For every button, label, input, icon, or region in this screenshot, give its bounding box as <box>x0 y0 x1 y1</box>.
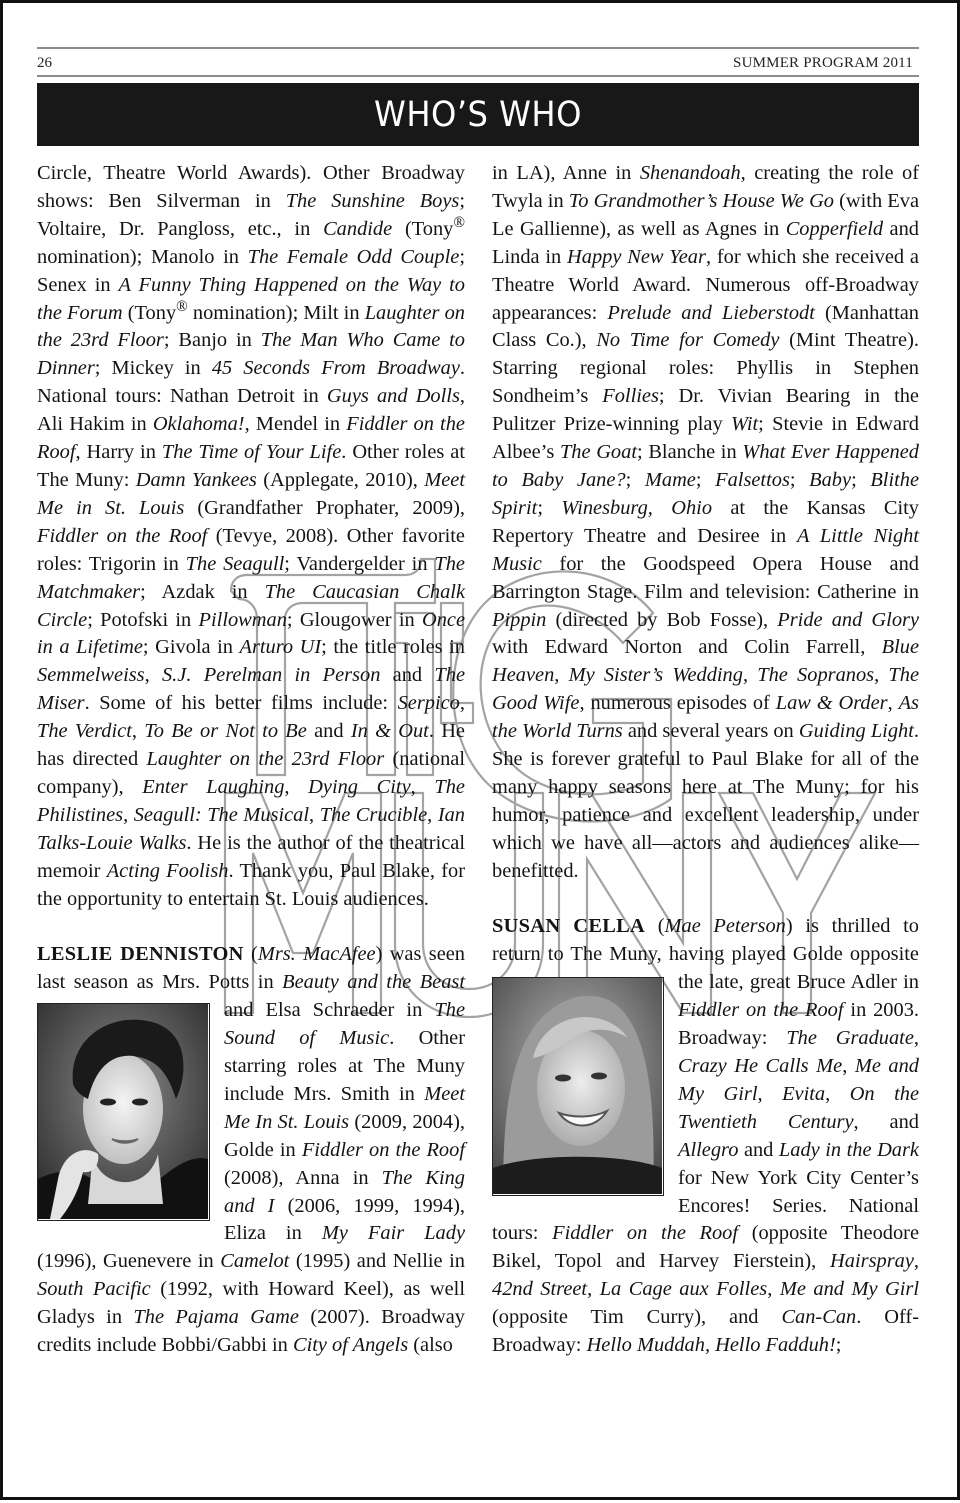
headshot-susan-cella <box>492 977 664 1196</box>
role-paren-open: ( <box>657 915 665 938</box>
italic-title: Serpico <box>397 692 460 715</box>
bio-intro-part1: was seen last season as Mrs. Potts in Beauty and the Beast <box>37 943 465 994</box>
italic-title: Arturo UI <box>239 636 322 659</box>
italic-title: The Female Odd Couple <box>247 245 460 268</box>
italic-title: The Time of Your Life <box>161 441 342 464</box>
italic-title: The Man Who Came to Dinner <box>37 329 465 380</box>
italic-title: My Fair Lady <box>321 1222 465 1245</box>
italic-title: Candide <box>323 217 393 240</box>
bio-intro-part2: and Elsa Schraeder in The Sound of Music. Other starring roles at The Muny include Mrs. Smith in Meet Me In St. Louis (2009, 2004), Golde in Fiddler on the Roof (2008), Anna in The King and I (2006, 1999, 1994), Eliza in My Fair Lady (1996), Guenevere in Camelot (1995) and Nellie in South Pacific (1992, with Howard Keel), as well Gladys in The Pajama Game (2007). Broadway credits include Bobbi/Gabbi in City of Angels (also <box>37 999 465 1357</box>
italic-title: The Graduate <box>786 1027 914 1050</box>
italic-title: 45 Seconds From Broadway <box>211 357 460 380</box>
italic-title: Mame <box>644 468 696 491</box>
headshot-leslie-denniston <box>37 1003 210 1221</box>
italic-title: The Philistines <box>37 775 465 826</box>
italic-title: Guiding Light <box>798 720 914 743</box>
bio-lead: is thrilled to return to The Muny, having played Golde <box>492 915 919 966</box>
italic-title: Pillowman <box>198 608 287 631</box>
portrait-photo-icon <box>38 1004 208 1219</box>
bio-continued-right: in LA), Anne in Shenandoah, creating the role of Twyla in To Grandmother’s House We Go (with Eva Le Gallienne), as well as Agnes in Copperfield and Linda in Happy New Year, for which she received a Theatre World Award. Numerous off-Broadway appearances: Prelude and Lieberstodt (Manhattan Class Co.), No Time for Comedy (Mint Theatre). Starring regional roles: Phyllis in Stephen Sondheim’s Follies; Dr. Vivian Bearing in the Pulitzer Prize-winning play Wit; Stevie in Edward Albee’s The Goat; Blanche in What Ever Happened to Baby Jane?; Mame; Falsettos; Baby; Blithe Spirit; Winesburg, Ohio at the Kansas City Repertory Theatre and Desiree in A Little Night Music for the Goodspeed Opera House and Barrington Stage. Film and television: Catherine in Pippin (directed by Bob Fosse), Pride and Glory with Edward Norton and Colin Farrell, Blue Heaven, My Sister’s Wedding, The Sopranos, The Good Wife, numerous episodes of Law & Order, As the World Turns and several years on Guiding Light. She is forever grateful to Paul Blake for all of the many happy seasons here at The Muny; for his humor, patience and excellent leadership, under which we have all—actors and audiences alike—benefitted. <box>492 162 920 882</box>
italic-title: Me and My Girl <box>779 1278 919 1301</box>
italic-title: Laughter on the 23rd Floor <box>37 301 465 352</box>
italic-title: Enter Laughing <box>142 775 285 798</box>
italic-title: S.J. Perelman in Person <box>161 664 381 687</box>
italic-title: Baby <box>809 468 852 491</box>
italic-title: The Goat <box>559 441 637 464</box>
role-paren-close: ) <box>785 915 793 938</box>
italic-title: Follies <box>602 385 659 408</box>
italic-title: In & Out <box>350 720 429 743</box>
section-title-bar <box>37 83 919 146</box>
italic-title: Falsettos <box>715 468 790 491</box>
italic-title: The Verdict <box>37 720 132 743</box>
italic-title: My Sister’s Wedding <box>568 664 743 687</box>
italic-title: Winesburg, Ohio <box>561 496 713 519</box>
italic-title: The Sunshine Boys <box>285 189 460 212</box>
italic-title: The Caucasian Chalk Circle <box>37 580 465 631</box>
italic-title: Ian Talks-Louie Walks <box>37 803 465 854</box>
italic-title: Camelot <box>220 1250 290 1273</box>
italic-title: A Little Night Music <box>492 524 919 575</box>
italic-title: Seagull: The Musical <box>133 803 310 826</box>
italic-title: Shenandoah <box>639 162 741 184</box>
italic-title: Dying City <box>308 775 411 798</box>
italic-title: Evita <box>782 1082 826 1105</box>
italic-title: Crazy He Calls Me <box>678 1054 843 1077</box>
italic-title: Fiddler on the Roof <box>37 524 208 547</box>
right-column <box>492 160 919 1360</box>
registered-mark: ® <box>453 214 465 232</box>
italic-title: Semmelweiss <box>37 664 145 687</box>
italic-title: The Matchmaker <box>37 552 465 603</box>
italic-title: Laughter on the 23rd Floor <box>146 748 385 771</box>
italic-title: Once in a Lifetime <box>37 608 465 659</box>
italic-title: Prelude and Lieberstodt <box>607 301 815 324</box>
italic-title: Blue Heaven <box>492 636 919 687</box>
bio-leslie-denniston <box>37 941 465 1360</box>
section-title: WHO’S WHO <box>374 94 582 135</box>
italic-title: No Time for Comedy <box>596 329 780 352</box>
italic-title: Oklahoma! <box>152 413 245 436</box>
italic-title: The Good Wife <box>492 664 920 715</box>
italic-title: Can-Can <box>781 1306 857 1329</box>
italic-title: Fiddler on the Roof <box>552 1222 739 1245</box>
italic-title: Guys and Dolls <box>326 385 460 408</box>
italic-title: La Cage aux Folles <box>599 1278 768 1301</box>
italic-title: Fiddler on the Roof <box>301 1138 465 1161</box>
italic-title: Acting Foolish <box>106 859 229 882</box>
role-paren-close: ) <box>375 943 383 966</box>
page-number: 26 <box>37 55 52 71</box>
italic-title: Hello Muddah, Hello Fadduh! <box>586 1334 836 1357</box>
italic-title: Blithe Spirit <box>492 468 920 519</box>
bio-role: Mrs. MacAfee <box>257 943 376 966</box>
italic-title: Meet Me In St. Louis <box>224 1082 465 1133</box>
bio-continued-left: Circle, Theatre World Awards). Other Broadway shows: Ben Silverman in The Sunshine Boys; Voltaire, Dr. Pangloss, etc., in Candide (Tony® nomination); Manolo in The Female Odd Couple; Senex in A Funny Thing Happened on the Way to the Forum (Tony® nomination); Milt in Laughter on the 23rd Floor; Banjo in The Man Who Came to Dinner; Mickey in 45 Seconds From Broadway. National tours: Nathan Detroit in Guys and Dolls, Ali Hakim in Oklahoma!, Mendel in Fiddler on the Roof, Harry in The Time of Your Life. Other roles at The Muny: Damn Yankees (Applegate, 2010), Meet Me in St. Louis (Grandfather Prophater, 2009), Fiddler on the Roof (Tevye, 2008). Other favorite roles: Trigorin in The Seagull; Vandergelder in The Matchmaker; Azdak in The Caucasian Chalk Circle; Potofski in Pillowman; Glougower in Once in a Lifetime; Givola in Arturo UI; the title roles in Semmelweiss, S.J. Perelman in Person and The Miser. Some of his better films include: Serpico, The Verdict, To Be or Not to Be and In & Out. He has directed Laughter on the 23rd Floor (national company), Enter Laughing, Dying City, The Philistines, Seagull: The Musical, The Crucible, Ian Talks-Louie Walks. He is the author of the theatrical memoir Acting Foolish. Thank you, Paul Blake, for the opportunity to entertain St. Louis audiences. <box>37 162 466 910</box>
italic-title: 42nd Street <box>492 1278 588 1301</box>
italic-title: Pippin <box>492 608 547 631</box>
italic-title: Fiddler on the Roof <box>37 413 465 464</box>
italic-title: What Ever Happened to Baby Jane? <box>492 441 919 491</box>
italic-title: To Be or Not to Be <box>144 720 307 743</box>
italic-title: Beauty and the Beast <box>282 971 465 994</box>
italic-title: The Seagull <box>185 552 285 575</box>
italic-title: City of Angels <box>292 1334 409 1357</box>
italic-title: Meet Me in St. Louis <box>37 468 465 519</box>
bio-name: LESLIE DENNISTON <box>37 943 244 966</box>
italic-title: The Pajama Game <box>133 1306 299 1329</box>
running-title: SUMMER PROGRAM 2011 <box>733 55 913 71</box>
italic-title: Wit <box>730 413 759 436</box>
italic-title: To Grandmother’s House We Go <box>568 189 834 212</box>
italic-title: Pride and Glory <box>777 608 920 631</box>
left-column <box>37 160 465 1360</box>
registered-mark: ® <box>176 297 188 315</box>
portrait-photo-icon <box>493 978 662 1194</box>
bio-susan-cella <box>492 913 919 1360</box>
italic-title: Damn Yankees <box>135 468 257 491</box>
bio-name: SUSAN CELLA <box>492 915 646 938</box>
italic-title: A Funny Thing Happened on the Way to the Forum <box>37 273 466 324</box>
italic-title: Me and My Girl <box>678 1054 919 1105</box>
role-paren-open: ( <box>251 943 258 966</box>
italic-title: On the Twentieth Century <box>678 1082 920 1133</box>
italic-title: The Miser <box>37 664 465 715</box>
italic-title: The King and I <box>224 1166 465 1217</box>
italic-title: The Sopranos <box>757 664 875 687</box>
bio-role: Mae Peterson <box>664 915 786 938</box>
bio-intro: opposite the late, great Bruce Adler in Fiddler on the Roof in 2003. Broadway: The Graduate, Crazy He Calls Me, Me and My Girl, Evita, On the Twentieth Century, and Allegro and Lady in the Dark for New York City Center’s Encores! Series. National tours: Fiddler on the Roof (opposite Theodore Bikel, Topol and Harvey Fierstein), Hairspray, 42nd Street, La Cage aux Folles, Me and My Girl (opposite Tim Curry), and Can-Can. Off-Broadway: Hello Muddah, Hello Fadduh!; <box>492 943 920 1357</box>
italic-title: Happy New Year <box>567 245 706 268</box>
italic-title: Lady in the Dark <box>778 1138 919 1161</box>
italic-title: The Crucible <box>319 803 428 826</box>
header-rule-bottom <box>37 75 919 77</box>
italic-title: As the World Turns <box>492 692 919 743</box>
italic-title: The Sound of Music <box>224 999 465 1050</box>
italic-title: Hairspray <box>830 1250 914 1273</box>
header-rule-top <box>37 47 919 49</box>
italic-title: Fiddler on the Roof <box>678 999 844 1022</box>
italic-title: Law & Order <box>775 692 888 715</box>
italic-title: Allegro <box>678 1138 739 1161</box>
italic-title: Copperfield <box>785 217 884 240</box>
italic-title: South Pacific <box>37 1278 151 1301</box>
